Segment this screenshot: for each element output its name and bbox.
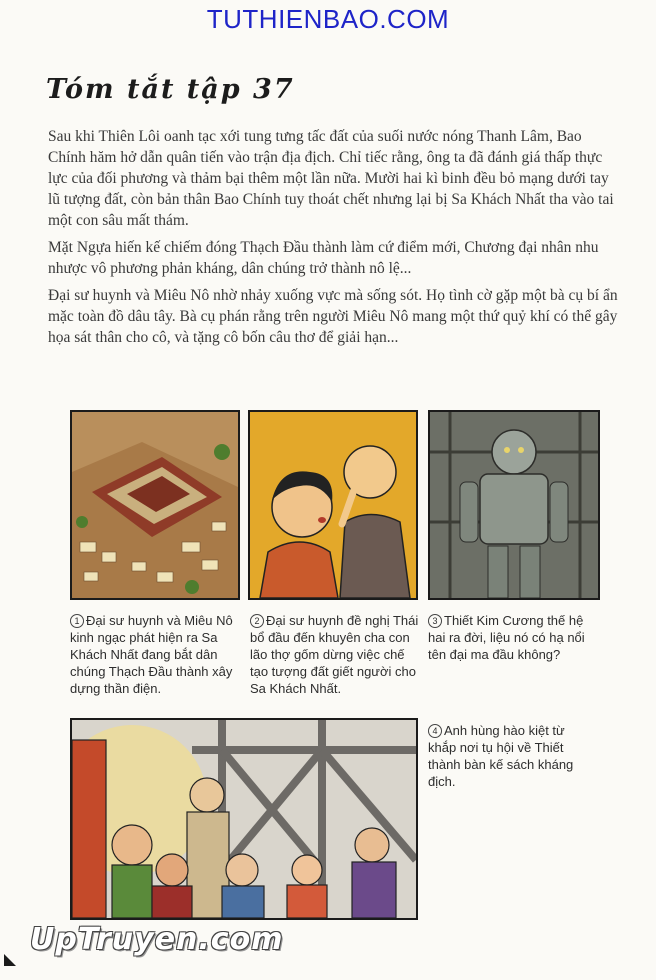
summary-paragraph: Sau khi Thiên Lôi oanh tạc xới tung tưng tấc đất của suối nước nóng Thanh Lâm, Bao Chính hăm hở dẫn quân tiến vào trận địa địch. Chỉ tiếc rằng, ông ta đã đánh giá thấp thực lực của đối phương và thảm bại thêm một lần nữa. Mười hai kì binh đều bỏ mạng dưới tay lũ tượng đất, còn bản thân Bao Chính tuy thoát chết nhưng lại bị Sa Khách Nhất tha vào tai một con sâu mất thám. <box>48 128 614 229</box>
comic-panel-2 <box>248 410 418 600</box>
page-corner-triangle <box>4 954 16 966</box>
panel-number-1: 1 <box>70 614 84 628</box>
panel-2-illustration <box>250 412 416 598</box>
summary-paragraph: Mặt Ngựa hiến kế chiếm đóng Thạch Đầu thành làm cứ điểm mới, Chương đại nhân nhu nhược vô phương phản kháng, dân chúng trở thành nô lệ... <box>48 239 599 277</box>
uptruyen-watermark: UpTruyen.com <box>30 922 284 957</box>
comic-panel-3 <box>428 410 600 600</box>
panel-number-3: 3 <box>428 614 442 628</box>
panel-caption-1: 1 Đại sư huynh và Miêu Nô kinh ngạc phát hiện ra Sa Khách Nhất đang bắt dân chúng Thạch Đầu thành xây dựng thần điện. <box>70 613 233 696</box>
panel-caption-3: 3 Thiết Kim Cương thế hệ hai ra đời, liệu nó có hạ nổi tên đại ma đầu không? <box>428 613 585 662</box>
page-title: Tóm tắt tập 37 <box>46 74 295 105</box>
site-watermark: TUTHIENBAO.COM <box>206 4 450 34</box>
comic-panel-4 <box>70 718 418 920</box>
panel-number-2: 2 <box>250 614 264 628</box>
comic-panel-1 <box>70 410 240 600</box>
panel-caption-4: 4 Anh hùng hào kiệt từ khắp nơi tụ hội về Thiết thành bàn kế sách kháng địch. <box>428 723 574 789</box>
panel-number-4: 4 <box>428 724 442 738</box>
panel-1-illustration <box>72 412 238 598</box>
panel-caption-2: 2 Đại sư huynh đề nghị Thái bổ đầu đến khuyên cha con lão thợ gốm dừng việc chế tạo tượng đất giết người cho Sa Khách Nhất. <box>250 613 419 696</box>
summary-paragraph: Đại sư huynh và Miêu Nô nhờ nhảy xuống vực mà sống sót. Họ tình cờ gặp một bà cụ bí ẩn mặc toàn đồ dâu tây. Bà cụ phán rằng trên người Miêu Nô mang một thứ quỷ khí có thể gây họa sát thân cho cô, và tặng cô bốn câu thơ để giải hạn... <box>48 287 618 346</box>
summary-text <box>48 126 618 354</box>
panel-4-illustration <box>72 720 416 918</box>
panel-3-illustration <box>430 412 598 598</box>
